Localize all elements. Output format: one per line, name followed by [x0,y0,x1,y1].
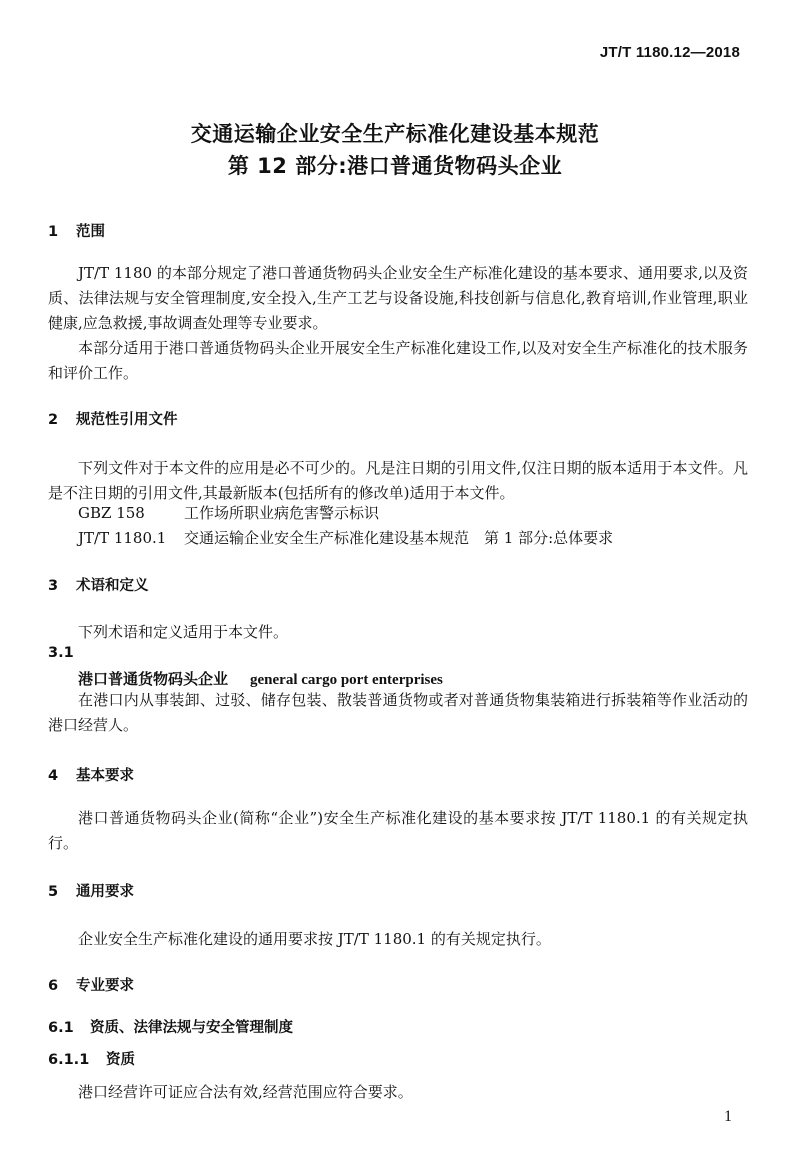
section-number: 6 [48,978,59,994]
paragraph: 港口普通货物码头企业(简称“企业”)安全生产标准化建设的基本要求按 JT/T 1180.1 的有关规定执行。 [48,809,748,852]
section-6-heading [48,974,134,995]
section-number: 3 [48,578,59,594]
subsection-6-1-heading [48,1016,293,1037]
page-number: 1 [724,1108,732,1125]
section-1-heading [48,220,105,241]
standard-code: JT/T 1180.12—2018 [599,44,740,61]
term-heading [78,668,443,689]
section-title: 专业要求 [76,978,134,994]
section-number: 4 [48,768,59,784]
subsection-6-1-1-heading [48,1048,135,1069]
section-2-body [48,456,748,506]
term-number: 3.1 [48,645,74,661]
section-title: 基本要求 [76,768,134,784]
reference-code: GBZ 158 [78,504,145,522]
subsection-title: 资质 [106,1052,135,1068]
section-title: 术语和定义 [76,578,149,594]
section-title: 通用要求 [76,884,134,900]
section-3-body [48,620,748,645]
subsection-title: 资质、法律法规与安全管理制度 [90,1020,293,1036]
section-5-heading [48,880,134,901]
section-number: 1 [48,224,59,240]
paragraph: 下列文件对于本文件的应用是必不可少的。凡是注日期的引用文件,仅注日期的版本适用于本文件。凡是不注日期的引用文件,其最新版本(包括所有的修改单)适用于本文件。 [48,459,748,502]
document-title-line1: 交通运输企业安全生产标准化建设基本规范 [190,122,600,146]
section-5-body [48,927,748,952]
term-en: general cargo port enterprises [250,672,443,688]
reference-title: 交通运输企业安全生产标准化建设基本规范 第 1 部分:总体要求 [184,529,614,547]
paragraph: 下列术语和定义适用于本文件。 [78,623,289,641]
paragraph: 港口经营许可证应合法有效,经营范围应符合要求。 [78,1083,413,1101]
reference-code: JT/T 1180.1 [78,529,167,547]
document-title-line2: 第 12 部分:港口普通货物码头企业 [227,154,563,178]
section-4-body [48,806,748,856]
section-number: 5 [48,884,59,900]
section-2-heading [48,408,178,429]
term-zh: 港口普通货物码头企业 [78,670,229,688]
section-3-heading [48,574,149,595]
subsection-number: 6.1 [48,1020,74,1036]
subsection-number: 6.1.1 [48,1052,90,1068]
paragraph: 本部分适用于港口普通货物码头企业开展安全生产标准化建设工作,以及对安全生产标准化的技术服务和评价工作。 [48,339,748,382]
subsection-6-1-1-body [48,1080,748,1105]
section-4-heading [48,764,134,785]
section-1-body [48,261,748,386]
paragraph: JT/T 1180 的本部分规定了港口普通货物码头企业安全生产标准化建设的基本要求、通用要求,以及资质、法律法规与安全管理制度,安全投入,生产工艺与设备设施,科技创新与信息化,教育培训,作业管理,职业健康,应急救援,事故调查处理等专业要求。 [48,264,748,332]
reference-title: 工作场所职业病危害警示标识 [184,504,380,522]
term-definition [48,688,748,738]
paragraph: 企业安全生产标准化建设的通用要求按 JT/T 1180.1 的有关规定执行。 [78,930,551,948]
paragraph: 在港口内从事装卸、过驳、储存包装、散装普通货物或者对普通货物集装箱进行拆装箱等作业活动的港口经营人。 [48,691,748,734]
section-title: 规范性引用文件 [76,412,178,428]
reference-row [78,502,379,523]
section-title: 范围 [76,224,105,240]
reference-row [78,527,613,548]
section-number: 2 [48,412,59,428]
